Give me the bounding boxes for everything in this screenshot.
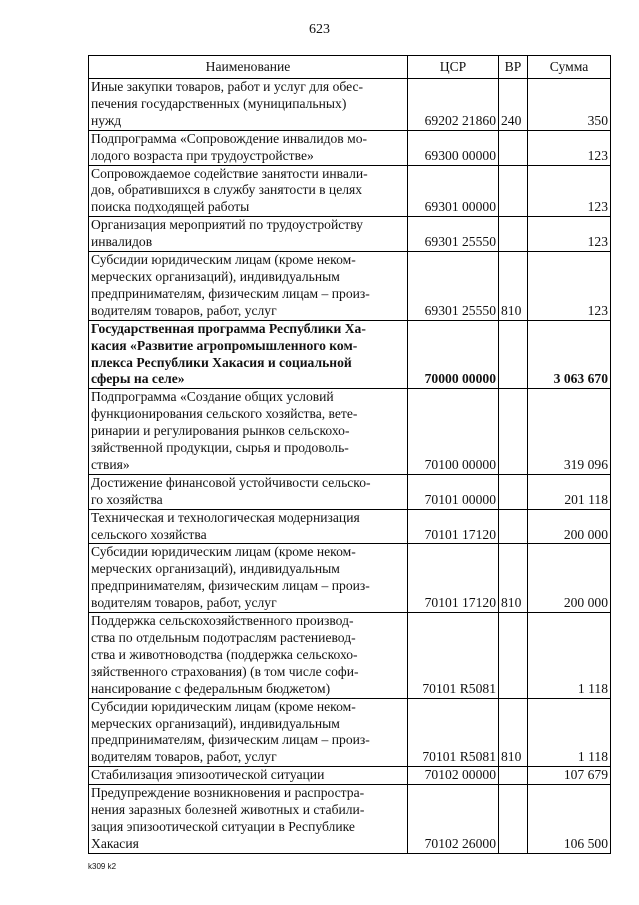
row-name-line: ринарии и регулирования рынков сельскохо- xyxy=(91,423,350,439)
row-sum: 1 118 xyxy=(528,698,611,767)
row-vr xyxy=(499,130,528,165)
row-vr xyxy=(499,165,528,217)
table-row xyxy=(89,767,611,785)
row-vr xyxy=(499,767,528,785)
row-vr: 810 xyxy=(499,698,528,767)
row-vr xyxy=(499,320,528,389)
row-vr xyxy=(499,217,528,252)
row-name xyxy=(89,320,408,389)
row-name-line: Достижение финансовой устойчивости сельско- xyxy=(91,474,371,490)
row-name-line: предпринимателям, физическим лицам – произ- xyxy=(91,285,370,301)
row-name-line: предпринимателям, физическим лицам – произ- xyxy=(91,578,370,594)
column-header-csr: ЦСР xyxy=(408,56,499,79)
row-name xyxy=(89,252,408,321)
budget-table xyxy=(88,55,611,854)
row-name-line: Подпрограмма «Создание общих условий xyxy=(91,389,334,405)
row-name-line: сферы на селе» xyxy=(91,371,185,387)
table-row xyxy=(89,165,611,217)
table-header-row xyxy=(89,56,611,79)
row-name-line: зация эпизоотической ситуации в Республике xyxy=(91,818,355,834)
row-name-line: ства по отдельным подотраслям растениевод- xyxy=(91,630,356,645)
table-row xyxy=(89,544,611,613)
table-row xyxy=(89,320,611,389)
row-name xyxy=(89,767,408,785)
row-sum: 123 xyxy=(528,217,611,252)
row-name-line: водителям товаров, работ, услуг xyxy=(91,302,277,318)
row-name-line: печения государственных (муниципальных) xyxy=(91,95,347,111)
row-name-line: Субсидии юридическим лицам (кроме неком- xyxy=(91,544,356,560)
row-name-line: мерческих организаций), индивидуальным xyxy=(91,561,340,577)
row-vr: 810 xyxy=(499,544,528,613)
footer-code: k309 k2 xyxy=(88,862,117,871)
row-name-line: Поддержка сельскохозяйственного производ- xyxy=(91,613,354,629)
row-name-line: Субсидии юридическим лицам (кроме неком- xyxy=(91,252,356,268)
table-row xyxy=(89,509,611,544)
row-name-line: нения заразных болезней животных и стабили- xyxy=(91,802,365,818)
table-row xyxy=(89,389,611,475)
row-name-line: ства и животноводства (поддержка сельскохо- xyxy=(91,646,358,662)
row-sum: 106 500 xyxy=(528,785,611,854)
row-name-line: зяйственной продукции, сырья и продоволь- xyxy=(91,440,349,456)
row-vr xyxy=(499,785,528,854)
table-row xyxy=(89,217,611,252)
row-vr xyxy=(499,613,528,699)
row-csr: 69301 00000 xyxy=(408,165,499,217)
row-name-line: Иные закупки товаров, работ и услуг для обес- xyxy=(91,79,364,94)
row-csr: 70101 00000 xyxy=(408,474,499,509)
table-row xyxy=(89,130,611,165)
row-name-line: Организация мероприятий по трудоустройству xyxy=(91,217,363,233)
row-name-line: Стабилизация эпизоотической ситуации xyxy=(91,767,325,783)
row-name-line: Сопровождаемое содействие занятости инвали- xyxy=(91,165,368,181)
row-name-line: инвалидов xyxy=(91,234,153,250)
row-name-line: мерческих организаций), индивидуальным xyxy=(91,268,340,284)
row-name-line: ствия» xyxy=(91,456,130,472)
column-header-vr: ВР xyxy=(499,56,528,79)
row-name-line: зяйственного страхования) (в том числе софи- xyxy=(91,663,359,679)
row-name xyxy=(89,544,408,613)
column-header-sum: Сумма xyxy=(528,56,611,79)
row-name-line: лодого возраста при трудоустройстве» xyxy=(91,147,314,163)
row-sum: 201 118 xyxy=(528,474,611,509)
row-name-line: Субсидии юридическим лицам (кроме неком- xyxy=(91,698,356,714)
row-name-line: поиска подходящей работы xyxy=(91,199,250,215)
row-csr: 69202 21860 xyxy=(408,79,499,131)
row-csr: 70101 17120 xyxy=(408,544,499,613)
row-vr: 240 xyxy=(499,79,528,131)
row-vr xyxy=(499,389,528,475)
row-csr: 70102 00000 xyxy=(408,767,499,785)
row-csr: 70000 00000 xyxy=(408,320,499,389)
page-number: 623 xyxy=(309,22,330,37)
table-row xyxy=(89,785,611,854)
row-sum: 123 xyxy=(528,252,611,321)
row-csr: 70100 00000 xyxy=(408,389,499,475)
row-name-line: плекса Республики Хакасия и социальной xyxy=(91,354,352,370)
row-name xyxy=(89,217,408,252)
row-name-line: Хакасия xyxy=(91,835,139,851)
row-csr: 69300 00000 xyxy=(408,130,499,165)
row-csr: 69301 25550 xyxy=(408,252,499,321)
row-name xyxy=(89,785,408,854)
row-csr: 70101 R5081 xyxy=(408,613,499,699)
column-header-name: Наименование xyxy=(89,56,408,79)
row-sum: 1 118 xyxy=(528,613,611,699)
row-csr: 70102 26000 xyxy=(408,785,499,854)
row-name-line: предпринимателям, физическим лицам – произ- xyxy=(91,732,370,748)
row-csr: 70101 17120 xyxy=(408,509,499,544)
row-name-line: нужд xyxy=(91,112,122,128)
row-name-line: водителям товаров, работ, услуг xyxy=(91,595,277,611)
row-name-line: дов, обратившихся в службу занятости в целях xyxy=(91,182,363,198)
row-name-line: Подпрограмма «Сопровождение инвалидов мо- xyxy=(91,130,368,146)
row-sum: 123 xyxy=(528,130,611,165)
table-row xyxy=(89,474,611,509)
row-sum: 200 000 xyxy=(528,544,611,613)
row-name xyxy=(89,698,408,767)
row-name xyxy=(89,389,408,475)
row-name-line: мерческих организаций), индивидуальным xyxy=(91,715,340,731)
row-name-line: Техническая и технологическая модернизация xyxy=(91,509,360,525)
table-row xyxy=(89,698,611,767)
row-name-line: Предупреждение возникновения и распростра- xyxy=(91,785,365,801)
row-name-line: го хозяйства xyxy=(91,491,163,507)
row-name-line: касия «Развитие агропромышленного ком- xyxy=(91,337,358,353)
row-sum: 107 679 xyxy=(528,767,611,785)
row-name-line: нансирование с федеральным бюджетом) xyxy=(91,680,331,696)
row-sum: 200 000 xyxy=(528,509,611,544)
row-name xyxy=(89,613,408,699)
row-name xyxy=(89,79,408,131)
row-name-line: сельского хозяйства xyxy=(91,526,207,542)
table-row xyxy=(89,79,611,131)
row-sum: 123 xyxy=(528,165,611,217)
row-name-line: функционирования сельского хозяйства, вете- xyxy=(91,406,358,422)
row-vr xyxy=(499,474,528,509)
row-name xyxy=(89,130,408,165)
row-csr: 69301 25550 xyxy=(408,217,499,252)
table-row xyxy=(89,613,611,699)
row-sum: 350 xyxy=(528,79,611,131)
row-name-line: водителям товаров, работ, услуг xyxy=(91,749,277,765)
row-sum: 3 063 670 xyxy=(528,320,611,389)
row-name-line: Государственная программа Республики Ха- xyxy=(91,320,366,336)
row-csr: 70101 R5081 xyxy=(408,698,499,767)
row-vr: 810 xyxy=(499,252,528,321)
row-name xyxy=(89,165,408,217)
row-name xyxy=(89,509,408,544)
row-name xyxy=(89,474,408,509)
table-row xyxy=(89,252,611,321)
row-sum: 319 096 xyxy=(528,389,611,475)
row-vr xyxy=(499,509,528,544)
